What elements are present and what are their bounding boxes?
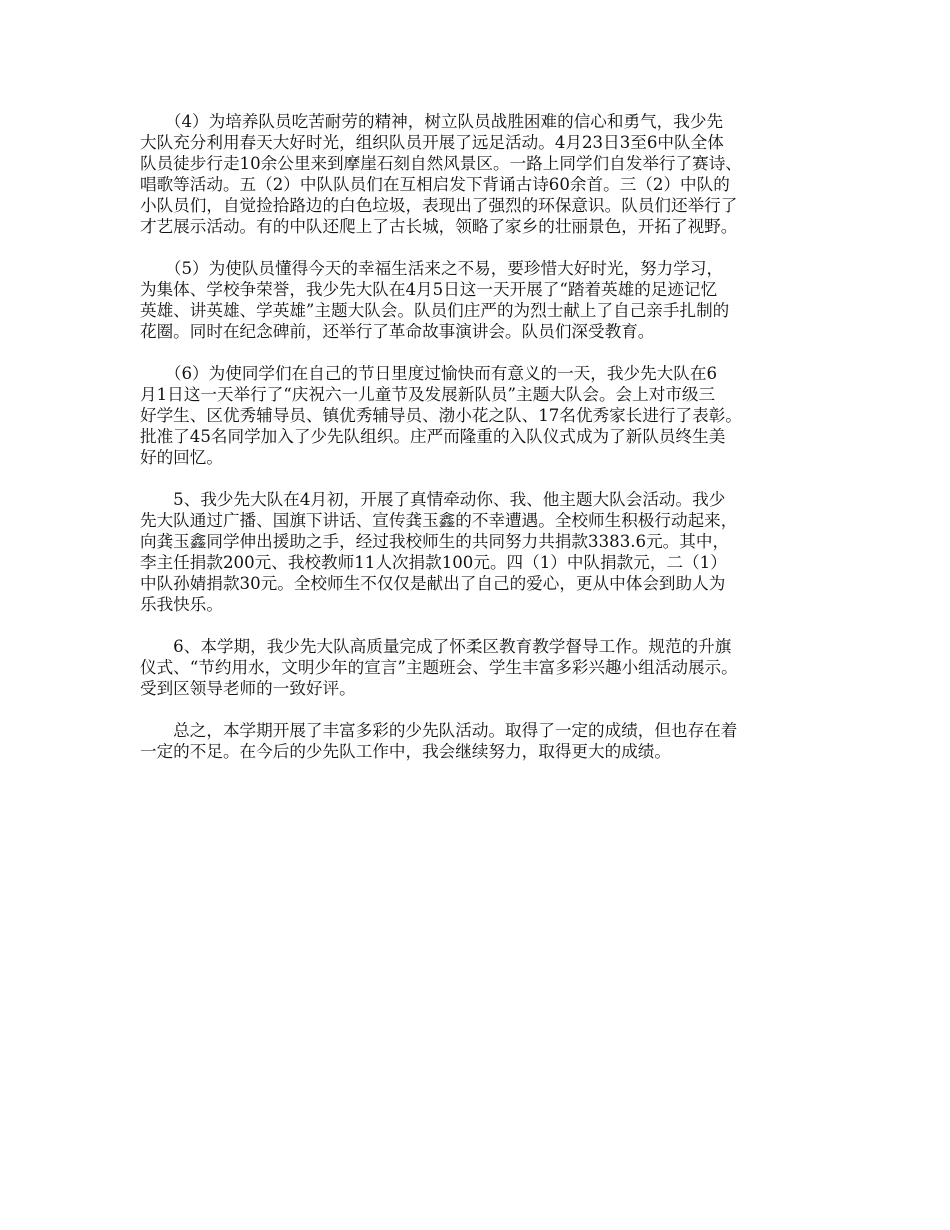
paragraph-summary: [140, 720, 830, 762]
text-line: （6）为使同学们在自己的节日里度过愉快而有意义的一天，我少先大队在6: [140, 364, 718, 383]
paragraph-item-6: [140, 363, 830, 468]
text-line: 批准了45名同学加入了少先队组织。庄严而隆重的入队仪式成为了新队员终生美: [140, 427, 726, 446]
text-line: 李主任捐款200元、我校教师11人次捐款100元。四（1）中队捐款元，二（1）: [140, 553, 727, 572]
paragraph-item-5: [140, 258, 830, 342]
text-line: 向龚玉鑫同学伸出援助之手，经过我校师生的共同努力共捐款3383.6元。其中，: [140, 532, 730, 551]
text-line: 小队员们，自觉捡拾路边的白色垃圾，表现出了强烈的环保意识。队员们还举行了: [140, 196, 738, 215]
text-line: 一定的不足。在今后的少先队工作中，我会继续努力，取得更大的成绩。: [140, 742, 671, 761]
text-line: 花圈。同时在纪念碑前，还举行了革命故事演讲会。队员们深受教育。: [140, 322, 655, 341]
text-line: 月1日这一天举行了“庆祝六一儿童节及发展新队员”主题大队会。会上对市级三: [140, 385, 716, 404]
text-line: 唱歌等活动。五（2）中队队员们在互相启发下背诵古诗60余首。三（2）中队的: [140, 175, 730, 194]
text-line: （4）为培养队员吃苦耐劳的精神，树立队员战胜困难的信心和勇气，我少先: [140, 112, 724, 131]
text-line: 5、我少先大队在4月初，开展了真情牵动你、我、他主题大队会活动。我少: [140, 490, 726, 509]
text-line: 大队充分利用春天大好时光，组织队员开展了远足活动。4月23日3至6中队全体: [140, 133, 724, 152]
text-line: 6、本学期，我少先大队高质量完成了怀柔区教育教学督导工作。规范的升旗: [140, 637, 732, 656]
text-line: 才艺展示活动。有的中队还爬上了古长城，领略了家乡的壮丽景色，开拓了视野。: [140, 217, 738, 236]
text-line: （5）为使队员懂得今天的幸福生活来之不易，要珍惜大好时光，努力学习，: [140, 259, 724, 278]
text-line: 乐我快乐。: [140, 595, 223, 614]
text-line: 好学生、区优秀辅导员、镇优秀辅导员、渤小花之队、17名优秀家长进行了表彰。: [140, 406, 742, 425]
paragraph-section-6: [140, 636, 830, 699]
text-line: 受到区领导老师的一致好评。: [140, 679, 356, 698]
text-line: 先大队通过广播、国旗下讲话、宣传龚玉鑫的不幸遭遇。全校师生积极行动起来，: [140, 511, 738, 530]
text-line: 仪式、“节约用水，文明少年的宣言”主题班会、学生丰富多彩兴趣小组活动展示。: [140, 658, 738, 677]
paragraph-section-5: [140, 489, 830, 615]
paragraph-item-4: [140, 111, 830, 237]
text-line: 队员徒步行走10余公里来到摩崖石刻自然风景区。一路上同学们自发举行了赛诗、: [140, 154, 742, 173]
text-line: 好的回忆。: [140, 448, 223, 467]
text-line: 英雄、讲英雄、学英雄”主题大队会。队员们庄严的为烈士献上了自己亲手扎制的: [140, 301, 730, 320]
text-line: 为集体、学校争荣誉，我少先大队在4月5日这一天开展了“踏着英雄的足迹记忆: [140, 280, 718, 299]
text-line: 中队孙婧捐款30元。全校师生不仅仅是献出了自己的爱心，更从中体会到助人为: [140, 574, 726, 593]
document-body: [140, 111, 830, 783]
text-line: 总之，本学期开展了丰富多彩的少先队活动。取得了一定的成绩，但也存在着: [140, 721, 738, 740]
